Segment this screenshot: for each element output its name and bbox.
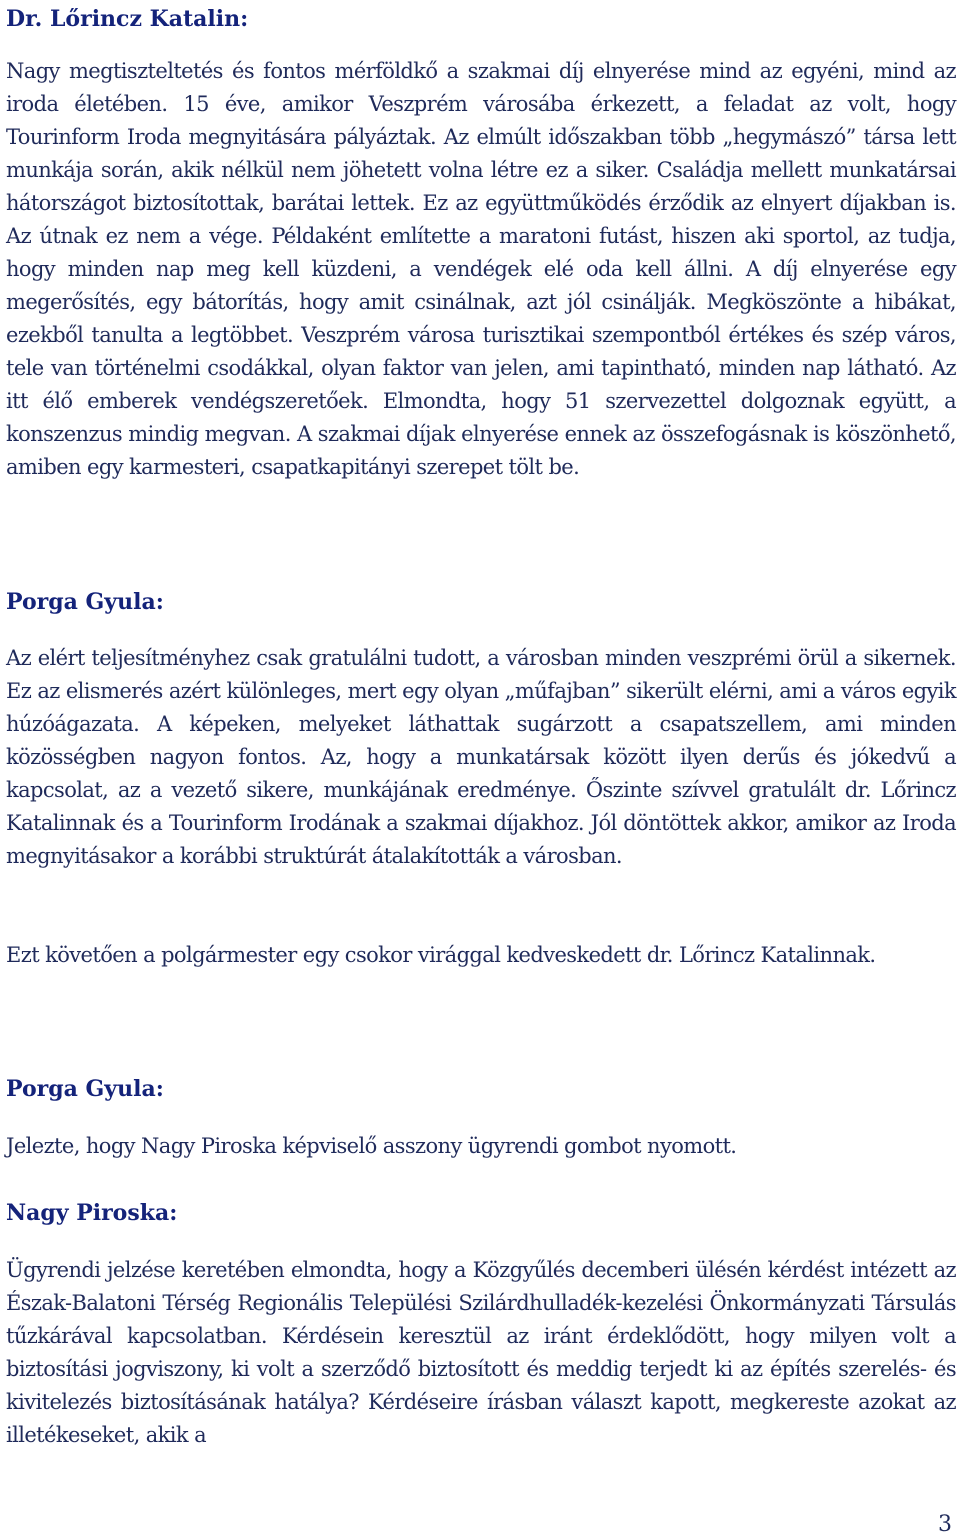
speech-paragraph: Ügyrendi jelzése keretében elmondta, hogy a Közgyűlés decemberi ülésén kérdést intézett az Észak-Balatoni Térség Regionális Települési Szilárdhulladék-kezelési Önkormányzati Társulás tűzkárával kapcsolatban. Kérdésein keresztül az iránt érdeklődött, hogy milyen volt a biztosítási jogviszony, ki volt a szerződő biztosított és meddig terjedt ki az építés szerelés- és kivitelezés biztosításának hatálya? Kérdéseire írásban választ kapott, megkereste azokat az illetékeseket, akik a: [6, 1258, 956, 1447]
speaker-heading: Dr. Lőrincz Katalin:: [6, 6, 249, 32]
speech-paragraph: Nagy megtiszteltetés és fontos mérföldkő a szakmai díj elnyerése mind az egyéni, mind az iroda életében. 15 éve, amikor Veszprém városába érkezett, a feladat az volt, hogy Tourinform Iroda megnyitására pályáztak. Az elmúlt időszakban több „hegymászó” társa lett munkája során, akik nélkül nem jöhetett volna létre ez a siker. Családja mellett munkatársai hátországot biztosítottak, barátai lettek. Ez az együttműködés érződik az elnyert díjakban is. Az útnak ez nem a vége. Példaként említette a maratoni futást, hiszen aki sportol, az tudja, hogy minden nap meg kell küzdeni, a vendégek elé oda kell állni. A díj elnyerése egy megerősítés, egy bátorítás, hogy amit csinálnak, azt jól csinálják. Megköszönte a hibákat, ezekből tanulta a legtöbbet. Veszprém városa turisztikai szempontból értékes és szép város, tele van történelmi csodákkal, olyan faktor van jelen, ami tapintható, minden nap látható. Az itt élő emberek vendégszeretőek. Elmondta, hogy 51 szervezettel dolgoznak együtt, a konszenzus mindig megvan. A szakmai díjak elnyerése ennek az összefogásnak is köszönhető, amiben egy karmesteri, csapatkapitányi szerepet tölt be.: [6, 59, 956, 479]
speaker-heading: Porga Gyula:: [6, 589, 164, 615]
speech-paragraph: Az elért teljesítményhez csak gratulálni tudott, a városban minden veszprémi örül a sikernek. Ez az elismerés azért különleges, mert egy olyan „műfajban” sikerült elérni, ami a város egyik húzóágazata. A képeken, melyeket láthattak sugárzott a csapatszellem, ami minden közösségben nagyon fontos. Az, hogy a munkatársak között ilyen derűs és jókedvű a kapcsolat, az a vezető sikere, munkájának eredménye. Őszinte szívvel gratulált dr. Lőrincz Katalinnak és a Tourinform Irodának a szakmai díjakhoz. Jól döntöttek akkor, amikor az Iroda megnyitásakor a korábbi struktúrát átalakították a városban.: [6, 646, 956, 868]
page-number: 3: [938, 1512, 952, 1537]
speech-paragraph: Ezt követően a polgármester egy csokor virággal kedveskedett dr. Lőrincz Katalinnak.: [6, 943, 876, 967]
speech-paragraph: Jelezte, hogy Nagy Piroska képviselő asszony ügyrendi gombot nyomott.: [6, 1134, 737, 1158]
speaker-heading: Porga Gyula:: [6, 1076, 164, 1102]
speaker-heading: Nagy Piroska:: [6, 1200, 178, 1226]
